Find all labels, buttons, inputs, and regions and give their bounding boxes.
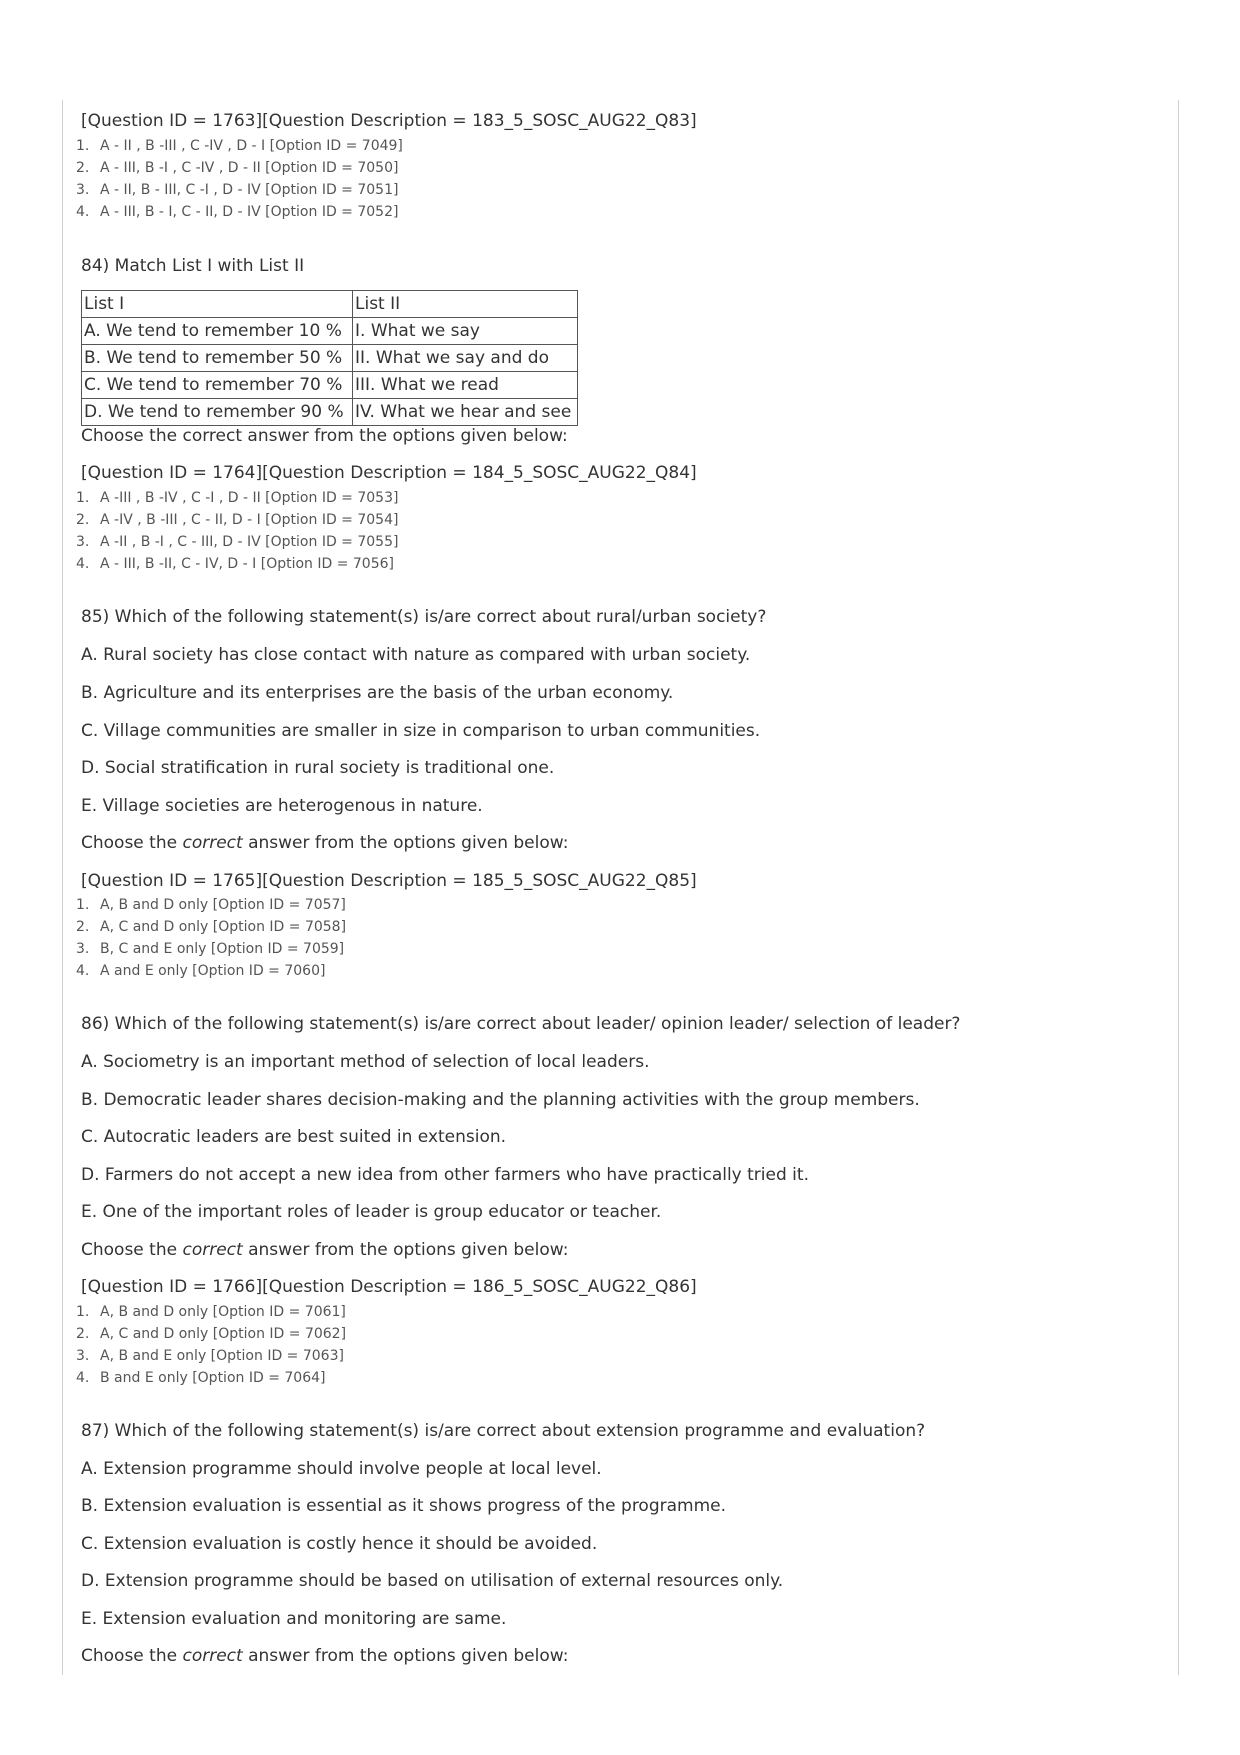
- table-cell: II. What we say and do: [353, 345, 578, 372]
- statement-item: B. Agriculture and its enterprises are the basis of the urban economy.: [81, 683, 674, 703]
- option-item: 1. A - II , B -III , C -IV , D - I [Option ID = 7049]: [76, 138, 403, 154]
- right-margin-rule: [1178, 100, 1179, 1675]
- choose-instruction: Choose the correct answer from the options given below:: [81, 1646, 569, 1666]
- option-item: 3. B, C and E only [Option ID = 7059]: [76, 941, 345, 957]
- statement-item: A. Sociometry is an important method of selection of local leaders.: [81, 1052, 650, 1072]
- statement-item: C. Village communities are smaller in size in comparison to urban communities.: [81, 721, 761, 741]
- option-list: [76, 894, 346, 982]
- question-title: 84) Match List I with List II: [81, 256, 305, 276]
- option-item: 1. A, B and D only [Option ID = 7061]: [76, 1304, 346, 1320]
- table-header-cell: List II: [353, 291, 578, 318]
- table-cell: D. We tend to remember 90 %: [82, 399, 353, 426]
- statement-item: B. Extension evaluation is essential as it shows progress of the programme.: [81, 1496, 727, 1516]
- table-header-cell: List I: [82, 291, 353, 318]
- table-cell: C. We tend to remember 70 %: [82, 372, 353, 399]
- question-title: 87) Which of the following statement(s) is/are correct about extension programme and evaluation?: [81, 1421, 926, 1441]
- question-id-line: [Question ID = 1763][Question Description = 183_5_SOSC_AUG22_Q83]: [81, 111, 697, 131]
- choose-instruction: Choose the correct answer from the options given below:: [81, 833, 569, 853]
- table-cell: A. We tend to remember 10 %: [82, 318, 353, 345]
- statement-item: C. Autocratic leaders are best suited in extension.: [81, 1127, 507, 1147]
- question-id-line: [Question ID = 1764][Question Description = 184_5_SOSC_AUG22_Q84]: [81, 463, 697, 483]
- table-row: [82, 345, 578, 372]
- match-table: [81, 290, 578, 426]
- table-cell: I. What we say: [353, 318, 578, 345]
- statement-item: D. Extension programme should be based on utilisation of external resources only.: [81, 1571, 784, 1591]
- statement-item: C. Extension evaluation is costly hence it should be avoided.: [81, 1534, 598, 1554]
- question-title: 85) Which of the following statement(s) is/are correct about rural/urban society?: [81, 607, 767, 627]
- option-item: 4. A and E only [Option ID = 7060]: [76, 963, 326, 979]
- option-item: 2. A, C and D only [Option ID = 7058]: [76, 919, 347, 935]
- left-margin-rule: [62, 100, 63, 1675]
- statement-item: E. Extension evaluation and monitoring are same.: [81, 1609, 507, 1629]
- question-id-line: [Question ID = 1765][Question Description = 185_5_SOSC_AUG22_Q85]: [81, 871, 697, 891]
- statement-item: D. Farmers do not accept a new idea from other farmers who have practically tried it.: [81, 1165, 809, 1185]
- option-list: [76, 487, 398, 575]
- option-list: [76, 1301, 346, 1389]
- option-item: 1. A, B and D only [Option ID = 7057]: [76, 897, 346, 913]
- table-cell: III. What we read: [353, 372, 578, 399]
- option-item: 4. A - III, B -II, C - IV, D - I [Option ID = 7056]: [76, 556, 394, 572]
- choose-instruction: Choose the correct answer from the options given below:: [81, 426, 568, 446]
- option-item: 2. A - III, B -I , C -IV , D - II [Option ID = 7050]: [76, 160, 399, 176]
- table-row: [82, 372, 578, 399]
- option-item: 3. A - II, B - III, C -I , D - IV [Option ID = 7051]: [76, 182, 399, 198]
- statement-item: D. Social stratification in rural society is traditional one.: [81, 758, 555, 778]
- statement-item: E. Village societies are heterogenous in nature.: [81, 796, 483, 816]
- table-cell: B. We tend to remember 50 %: [82, 345, 353, 372]
- option-item: 3. A -II , B -I , C - III, D - IV [Option ID = 7055]: [76, 534, 399, 550]
- table-cell: IV. What we hear and see: [353, 399, 578, 426]
- choose-instruction: Choose the correct answer from the options given below:: [81, 1240, 569, 1260]
- option-list: [76, 135, 403, 223]
- option-item: 1. A -III , B -IV , C -I , D - II [Option ID = 7053]: [76, 490, 399, 506]
- statement-item: A. Extension programme should involve people at local level.: [81, 1459, 602, 1479]
- question-title: 86) Which of the following statement(s) is/are correct about leader/ opinion leader/ selection of leader?: [81, 1014, 961, 1034]
- statement-item: A. Rural society has close contact with nature as compared with urban society.: [81, 645, 751, 665]
- statement-item: B. Democratic leader shares decision-making and the planning activities with the group members.: [81, 1090, 920, 1110]
- table-row: [82, 318, 578, 345]
- table-header-row: [82, 291, 578, 318]
- statement-item: E. One of the important roles of leader is group educator or teacher.: [81, 1202, 662, 1222]
- question-id-line: [Question ID = 1766][Question Description = 186_5_SOSC_AUG22_Q86]: [81, 1277, 697, 1297]
- option-item: 2. A, C and D only [Option ID = 7062]: [76, 1326, 347, 1342]
- option-item: 3. A, B and E only [Option ID = 7063]: [76, 1348, 344, 1364]
- option-item: 4. B and E only [Option ID = 7064]: [76, 1370, 326, 1386]
- option-item: 4. A - III, B - I, C - II, D - IV [Option ID = 7052]: [76, 204, 399, 220]
- option-item: 2. A -IV , B -III , C - II, D - I [Option ID = 7054]: [76, 512, 399, 528]
- table-row: [82, 399, 578, 426]
